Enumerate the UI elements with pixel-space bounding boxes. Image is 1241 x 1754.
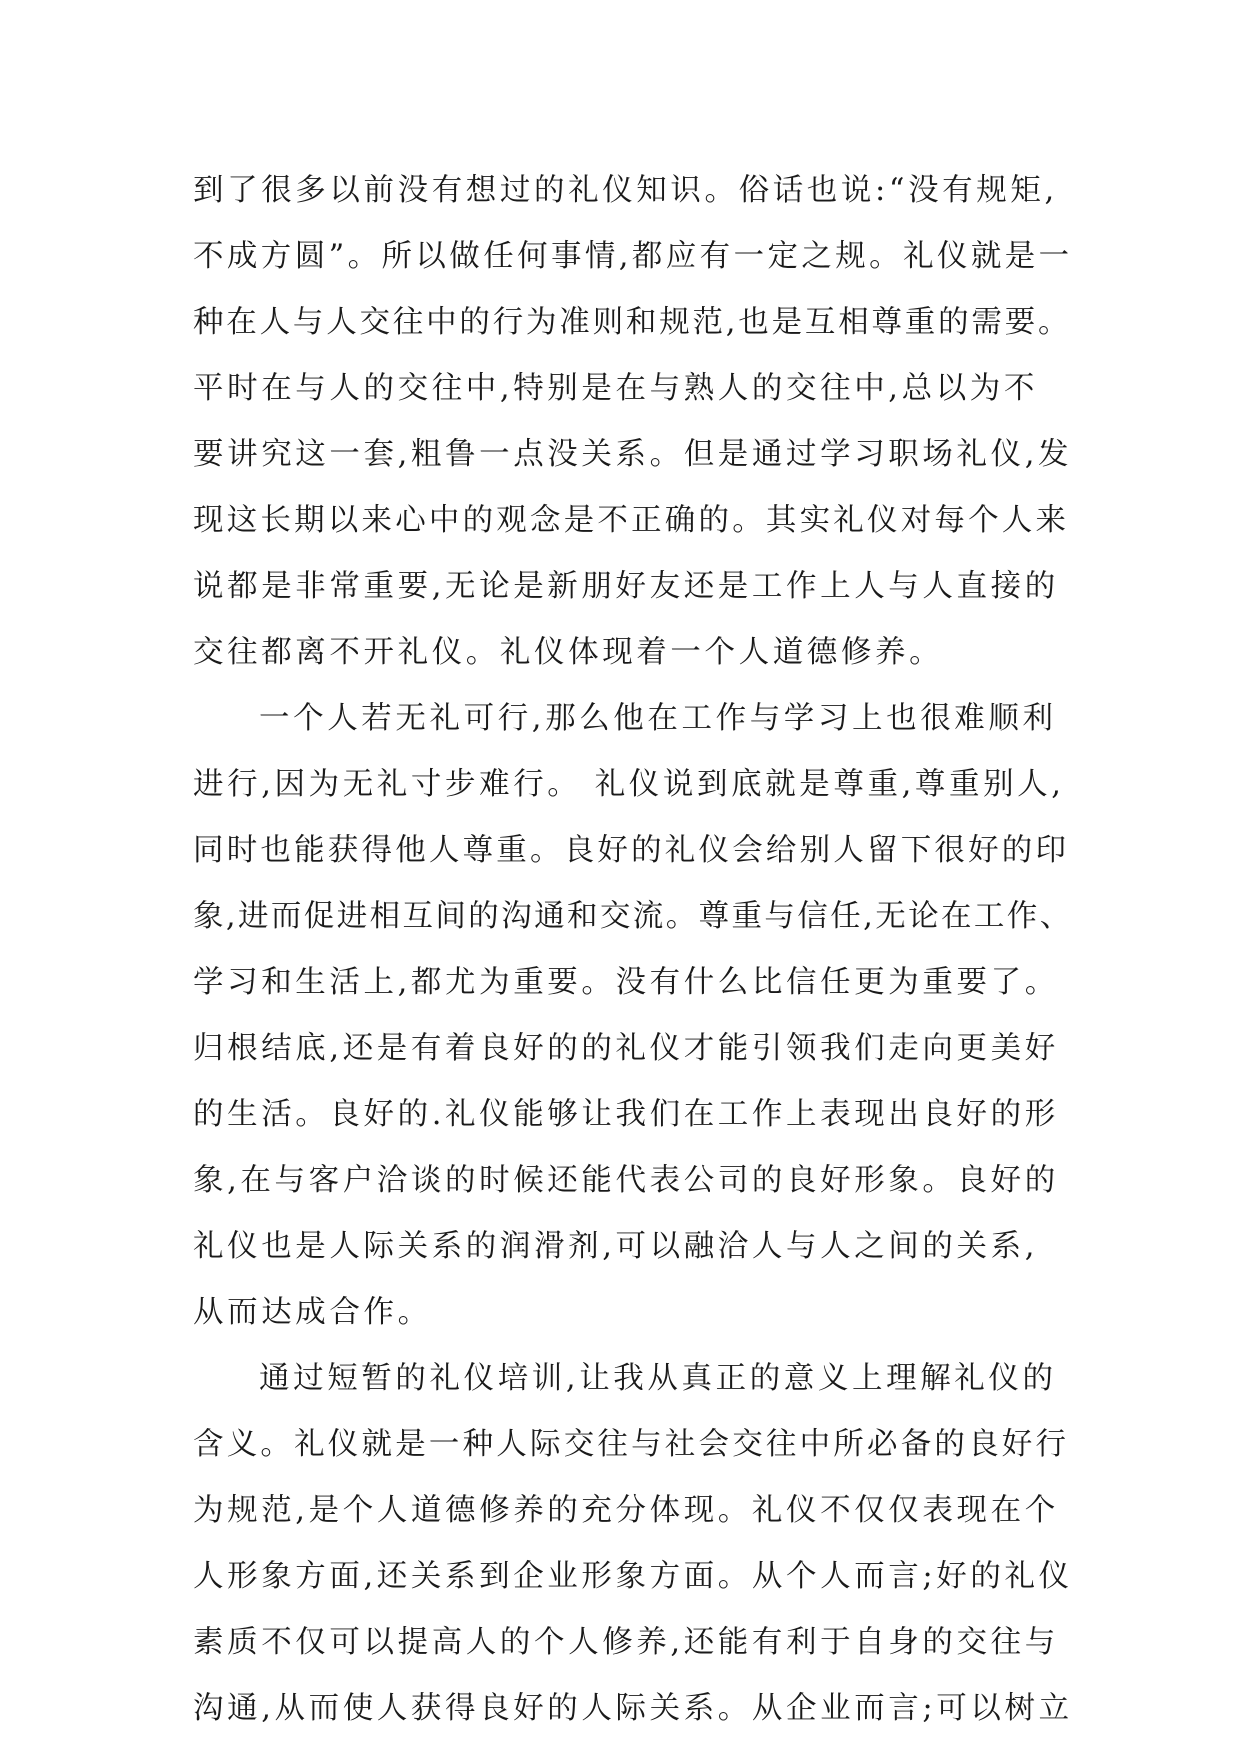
text-line: 的生活。良好的.礼仪能够让我们在工作上表现出良好的形 bbox=[193, 1097, 1059, 1132]
paragraph-first-line: 一个人若无礼可行,那么他在工作与学习上也很难顺利 bbox=[259, 701, 1057, 736]
document-body bbox=[193, 158, 1073, 1742]
text-line: 要讲究这一套,粗鲁一点没关系。但是通过学习职场礼仪,发 bbox=[193, 437, 1073, 472]
text-line: 说都是非常重要,无论是新朋好友还是工作上人与人直接的 bbox=[193, 569, 1059, 604]
text-line: 进行,因为无礼寸步难行。 礼仪说到底就是尊重,尊重别人, bbox=[193, 767, 1065, 802]
text-line: 交往都离不开礼仪。礼仪体现着一个人道德修养。 bbox=[193, 635, 944, 670]
text-line: 归根结底,还是有着良好的的礼仪才能引领我们走向更美好 bbox=[193, 1031, 1059, 1066]
text-line: 到了很多以前没有想过的礼仪知识。俗话也说:“没有规矩, bbox=[193, 173, 1058, 208]
text-line: 象,进而促进相互间的沟通和交流。尊重与信任,无论在工作、 bbox=[193, 899, 1073, 934]
text-line: 象,在与客户洽谈的时候还能代表公司的良好形象。良好的 bbox=[193, 1163, 1059, 1198]
text-line: 沟通,从而使人获得良好的人际关系。从企业而言;可以树立 bbox=[193, 1691, 1073, 1726]
text-line: 从而达成合作。 bbox=[193, 1295, 432, 1330]
text-line: 现这长期以来心中的观念是不正确的。其实礼仪对每个人来 bbox=[193, 503, 1070, 538]
text-line: 学习和生活上,都尤为重要。没有什么比信任更为重要了。 bbox=[193, 965, 1059, 1000]
text-line: 不成方圆”。所以做任何事情,都应有一定之规。礼仪就是一 bbox=[193, 239, 1073, 274]
paragraph-first-line: 通过短暂的礼仪培训,让我从真正的意义上理解礼仪的 bbox=[259, 1361, 1057, 1396]
text-line: 同时也能获得他人尊重。良好的礼仪会给别人留下很好的印 bbox=[193, 833, 1070, 868]
text-line: 为规范,是个人道德修养的充分体现。礼仪不仅仅表现在个 bbox=[193, 1493, 1059, 1528]
text-line: 礼仪也是人际关系的润滑剂,可以融洽人与人之间的关系, bbox=[193, 1229, 1038, 1264]
text-line: 平时在与人的交往中,特别是在与熟人的交往中,总以为不 bbox=[193, 371, 1038, 406]
text-line: 人形象方面,还关系到企业形象方面。从个人而言;好的礼仪 bbox=[193, 1559, 1073, 1594]
text-line: 素质不仅可以提高人的个人修养,还能有利于自身的交往与 bbox=[193, 1625, 1059, 1660]
text-line: 含义。礼仪就是一种人际交往与社会交往中所必备的良好行 bbox=[193, 1427, 1070, 1462]
text-line: 种在人与人交往中的行为准则和规范,也是互相尊重的需要。 bbox=[193, 305, 1072, 340]
